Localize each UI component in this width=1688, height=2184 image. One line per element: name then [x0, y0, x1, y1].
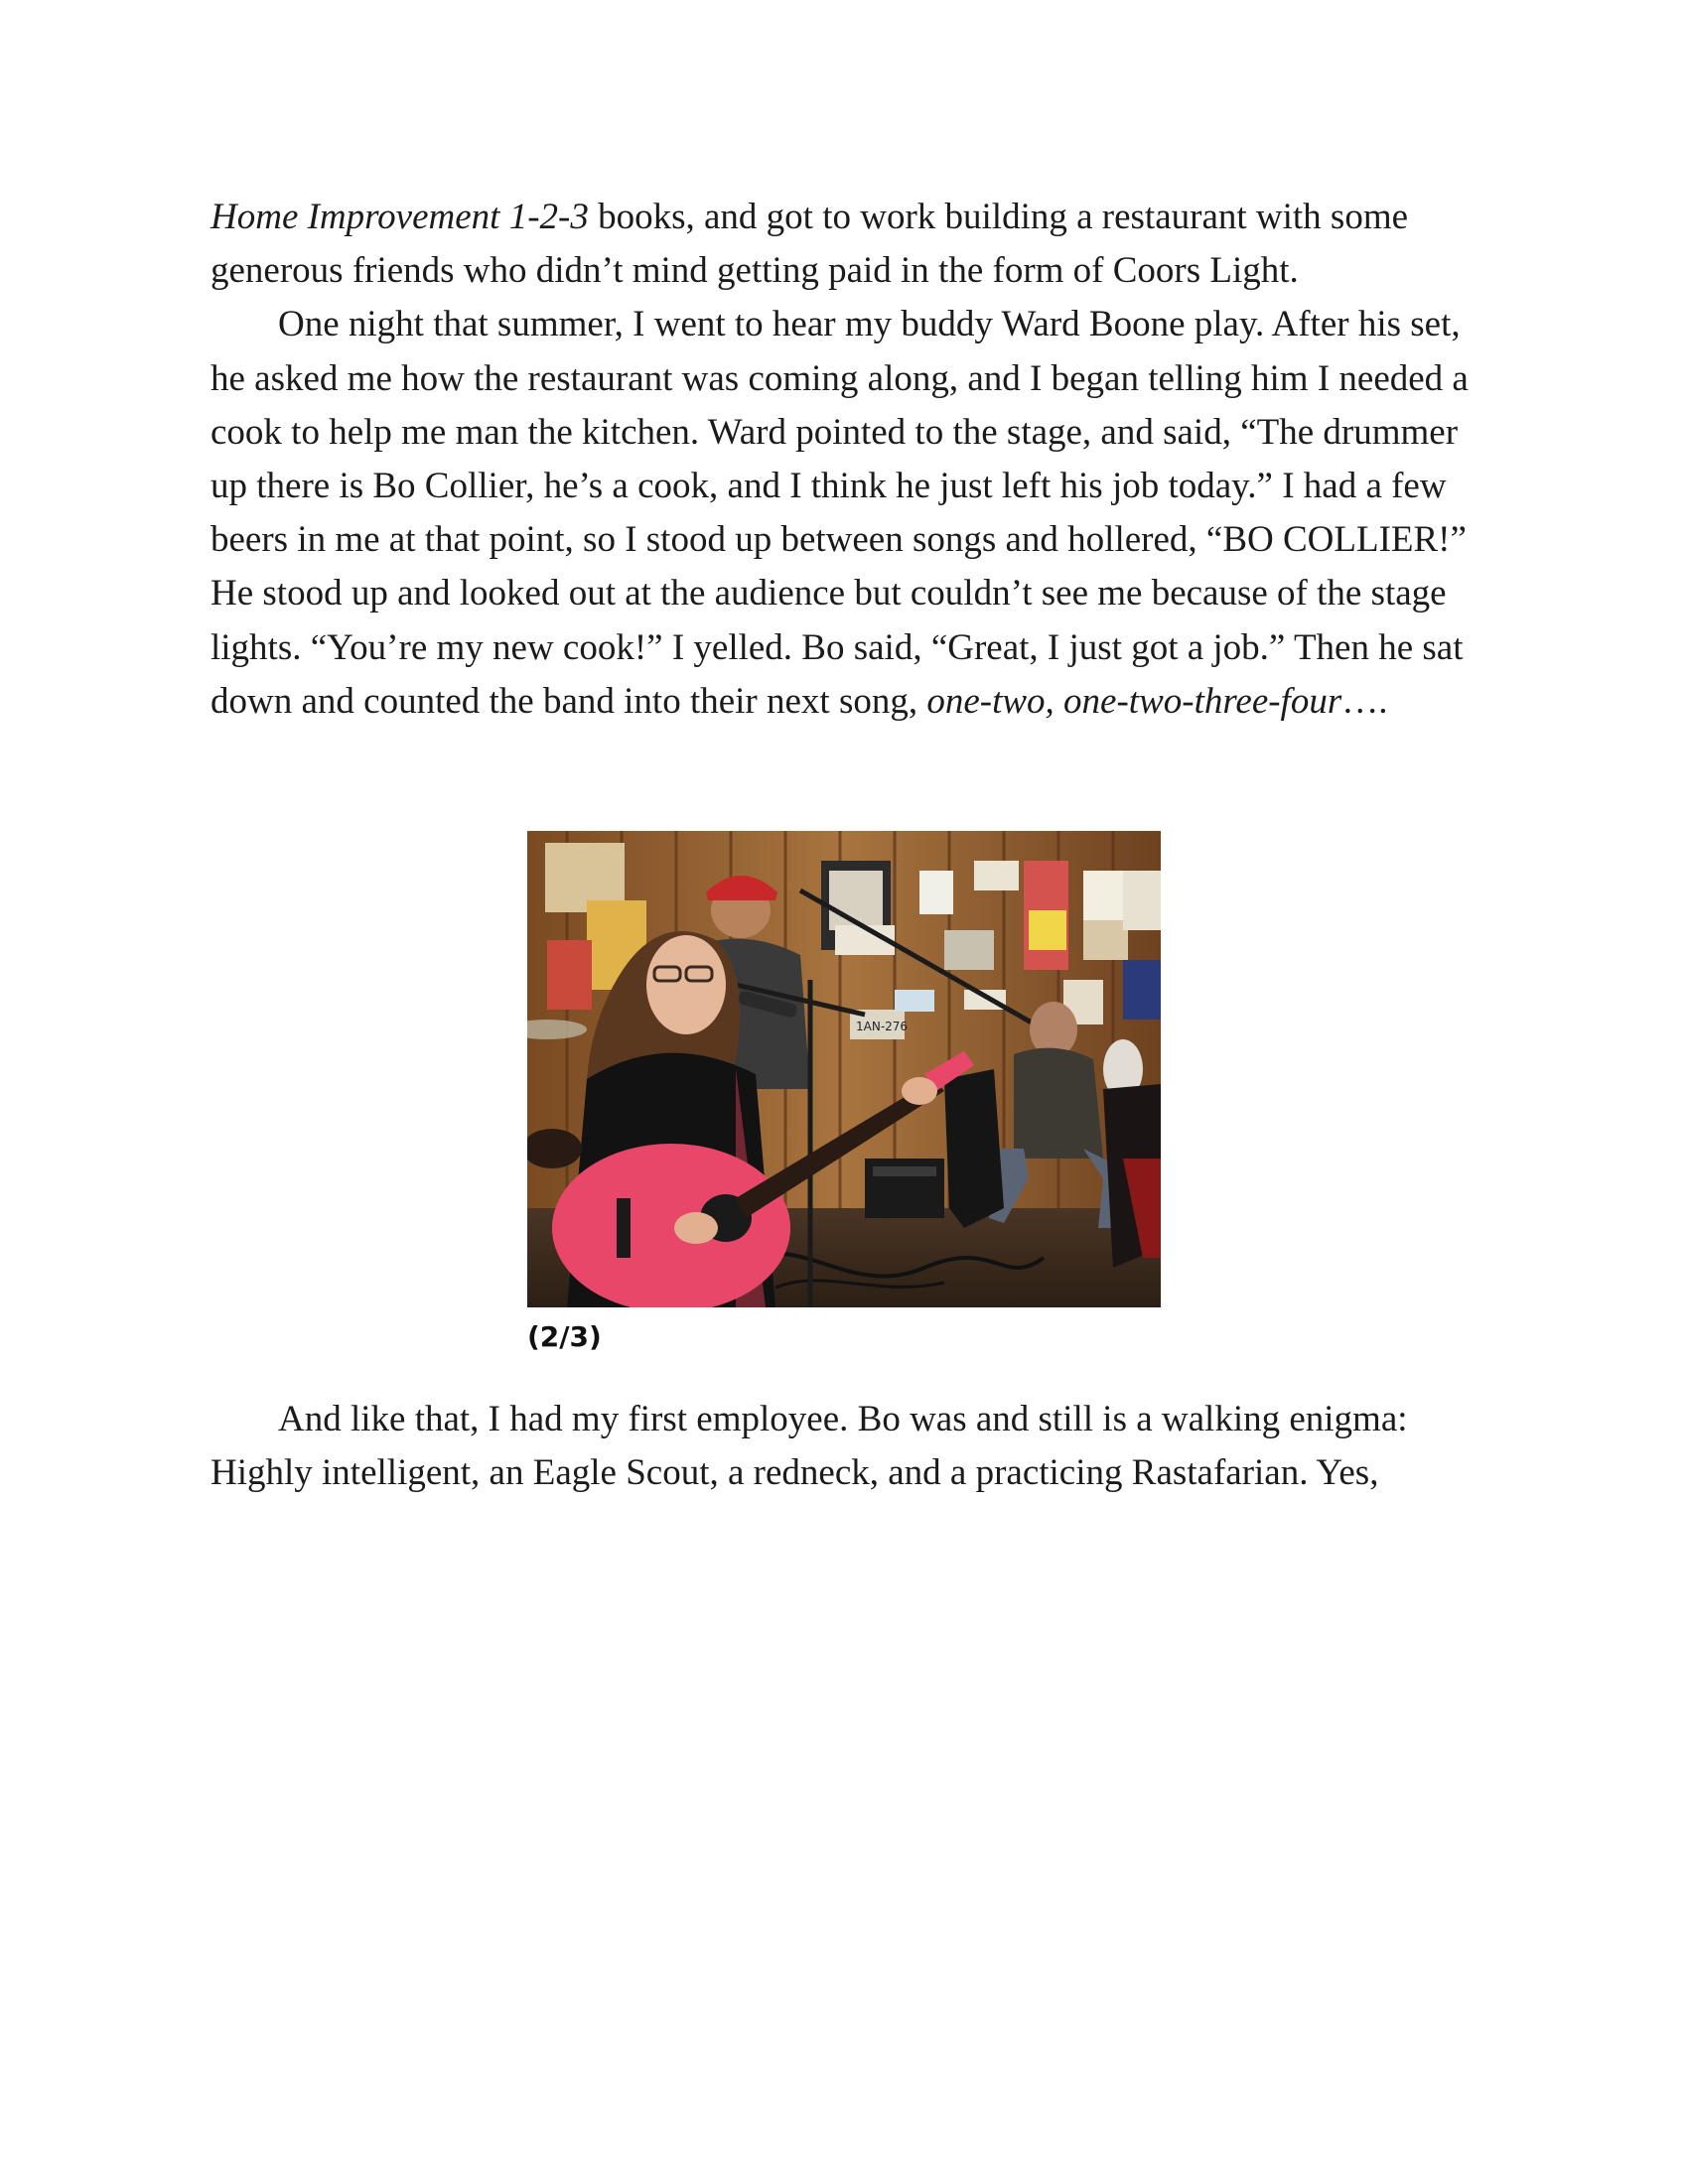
- paragraph-first-employee: And like that, I had my first employee. Bo was and still is a walking enigma: Highly intelligent, an Eagle Scout, a redneck, and a practicing Rastafarian. Yes,: [211, 1399, 1408, 1494]
- paragraph-continuation: [211, 191, 1491, 298]
- photo-band-performance: [527, 831, 1161, 1307]
- paragraph-ward-boone-text: One night that summer, I went to hear my buddy Ward Boone play. After his set, he asked me how the restaurant was coming along, and I began telling him I needed a cook to help me man the kitchen. Ward pointed to the stage, and said, “The drummer up there is Bo Collier, he’s a cook, and I think he just left his job today.” I had a few beers in me at that point, so I stood up between songs and hollered, “BO COLLIER!” He stood up and looked out at the audience but couldn’t see me because of the stage lights. “You’re my new cook!” I yelled. Bo said, “Great, I just got a job.” Then he sat down and counted the band into their next song,: [211, 304, 1469, 722]
- license-plate-text: 1AN-276: [856, 1020, 909, 1033]
- book-title-italic: Home Improvement 1-2-3: [211, 197, 589, 237]
- photo-caption: (2/3): [527, 1320, 602, 1353]
- paragraph-ward-boone: [211, 298, 1491, 729]
- photo-illustration: [527, 831, 1161, 1307]
- count-in-italic: one-two, one-two-three-four: [926, 680, 1342, 722]
- paragraph-continuation-text: books, and got to work building a restaurant with some generous friends who didn’t mind getting paid in the form of Coors Light.: [211, 197, 1409, 292]
- ellipsis: ….: [1341, 680, 1388, 722]
- body-text-top: [211, 191, 1491, 729]
- body-text-bottom: [211, 1393, 1491, 1500]
